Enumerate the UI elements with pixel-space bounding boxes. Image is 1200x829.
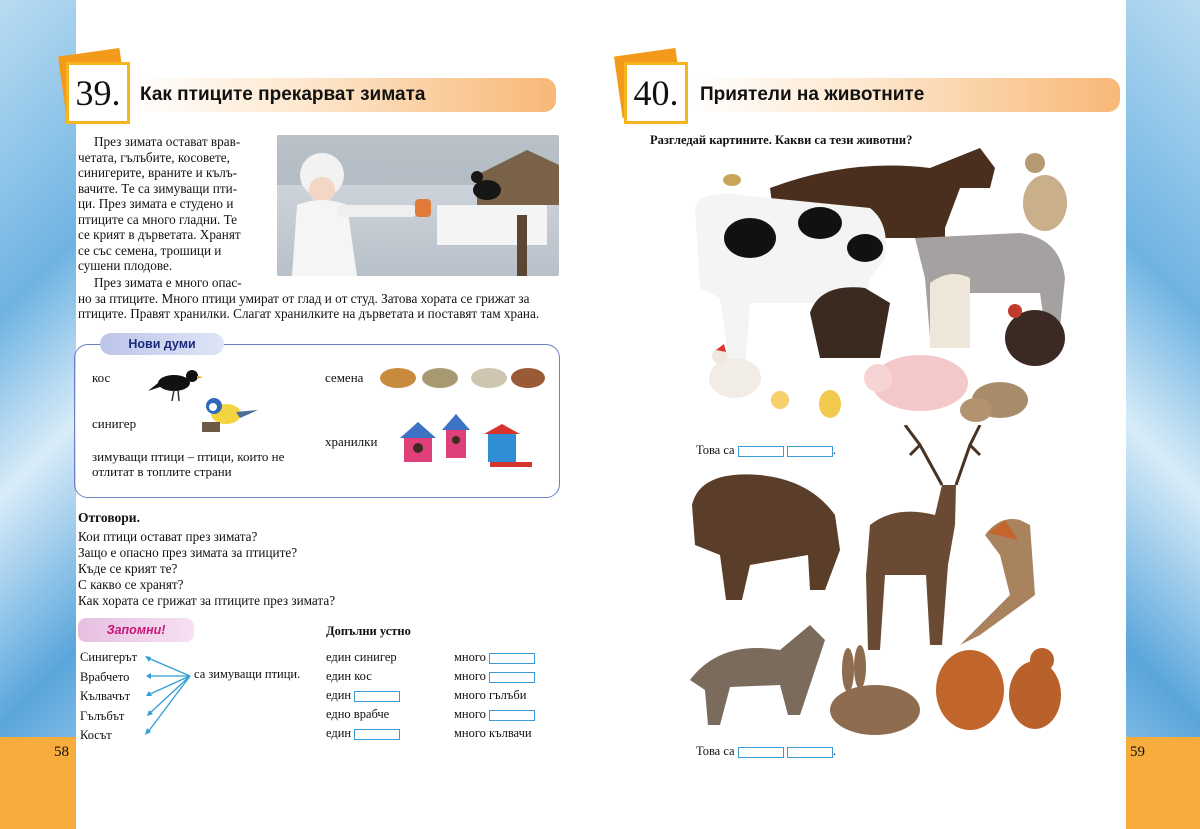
- word-zimuvashti-line2: отлитат в топлите страни: [92, 464, 232, 479]
- fill-left-5: един: [326, 726, 352, 740]
- answer-suffix-2: .: [832, 744, 836, 758]
- question-3: Къде се крият те?: [78, 561, 178, 576]
- remember-label: Запомни!: [78, 618, 194, 642]
- answer-questions: [78, 529, 558, 609]
- word-zimuvashti-line1: зимуващи птици – птици, които не: [92, 449, 285, 464]
- fill-heading: Допълни устно: [326, 624, 411, 638]
- answer-blank-2b[interactable]: [787, 747, 833, 758]
- fill-left-2: един кос: [326, 669, 372, 683]
- seeds-icon: [378, 362, 548, 390]
- remember-birds: [80, 648, 137, 746]
- remember-arrows: [140, 650, 198, 740]
- intro-text: През зимата остават врав- четата, гълъбите, косовете, синигерите, враните и кълъ- вачите. Те са зимуващи пти- ци. През зимата е студено и птиците са много гладни. Те се крият в дърветата. Хранят се със семена, трошици и сушени плодове.: [78, 134, 241, 273]
- word-hranilki: хранилки: [325, 434, 378, 449]
- lesson-number: 39.: [66, 62, 130, 124]
- fill-blank-left-5[interactable]: [354, 729, 400, 740]
- question-5: Как хората се грижат за птиците през зимата?: [78, 593, 336, 608]
- fill-right-3: много гълъби: [454, 688, 527, 702]
- answer-heading: Отговори.: [78, 510, 140, 525]
- word-semena: семена: [325, 370, 364, 385]
- fill-right-1: много: [454, 650, 486, 664]
- fill-left-3: един: [326, 688, 352, 702]
- page-number-right: 59: [1130, 744, 1145, 760]
- farm-animals-illustration: [690, 128, 1090, 428]
- question-1: Кои птици остават през зимата?: [78, 529, 258, 544]
- answer-prefix-2: Това са: [696, 744, 735, 758]
- right-margin-decoration: [1126, 0, 1200, 829]
- birdhouses-icon: [396, 412, 536, 472]
- fill-right-5: много кълвачи: [454, 726, 532, 740]
- question-4: С какво се хранят?: [78, 577, 184, 592]
- fill-left-column: [326, 648, 400, 743]
- fill-left-4: едно врабче: [326, 707, 390, 721]
- remember-bird-5: Косът: [80, 728, 112, 742]
- lesson-title-2: Приятели на животните: [700, 84, 925, 105]
- girl-feeding-birds-photo: [277, 135, 559, 276]
- blackbird-icon: [148, 363, 204, 403]
- wild-animals-illustration: [680, 425, 1090, 750]
- answer-prefix-1: Това са: [696, 443, 735, 457]
- word-siniger: синигер: [92, 416, 137, 431]
- fill-right-2: много: [454, 669, 486, 683]
- bluetit-icon: [198, 392, 262, 438]
- remember-bird-3: Кълвачът: [80, 689, 131, 703]
- fill-blank-right-4[interactable]: [489, 710, 535, 721]
- answer-line-2: [696, 744, 836, 759]
- lesson-title: Как птиците прекарват зимата: [140, 84, 426, 105]
- fill-blank-left-3[interactable]: [354, 691, 400, 702]
- page-number-left: 58: [54, 744, 69, 760]
- word-kos: кос: [92, 370, 111, 385]
- remember-bird-1: Синигерът: [80, 650, 138, 664]
- fill-blank-right-1[interactable]: [489, 653, 535, 664]
- question-2: Защо е опасно през зимата за птиците?: [78, 545, 298, 560]
- answer-suffix-1: .: [832, 443, 836, 457]
- left-margin-decoration: [0, 0, 76, 829]
- remember-phrase: са зимуващи птици.: [194, 667, 301, 681]
- new-words-label: Нови думи: [100, 333, 224, 355]
- remember-bird-2: Врабчето: [80, 669, 130, 684]
- lesson-title-bar: [128, 78, 556, 112]
- paragraph-2: През зимата е много опас- но за птиците. Много птици умират от глад и от студ. Затова хората се грижат за птиците. Правят хранилки. Слагат хранилките на дърветата и поставят там храна.: [78, 275, 540, 321]
- instruction: Разгледай картините. Какви са тези животни?: [650, 133, 913, 147]
- lesson-number-2: 40.: [624, 62, 688, 124]
- fill-right-column: [454, 648, 535, 743]
- remember-bird-4: Гълъбът: [80, 708, 125, 723]
- fill-left-1: един синигер: [326, 650, 397, 664]
- fill-blank-right-2[interactable]: [489, 672, 535, 683]
- lesson-title-bar-2: [688, 78, 1120, 112]
- fill-right-4: много: [454, 707, 486, 721]
- answer-blank-2a[interactable]: [738, 747, 784, 758]
